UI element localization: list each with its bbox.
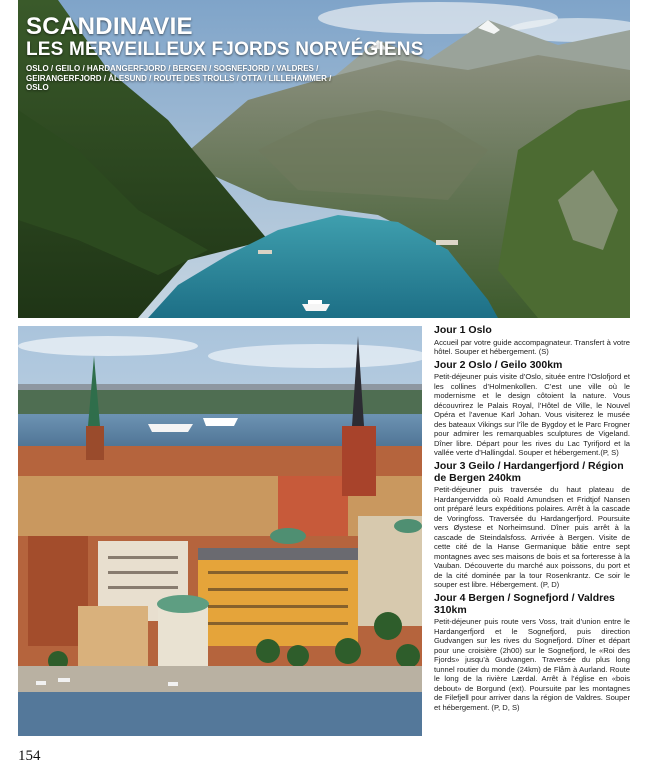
hero-route-line-1: OSLO / GEILO / HARDANGERFJORD / BERGEN / SOGNEFJORD / VALDRES / (26, 64, 319, 73)
itinerary-day (434, 461, 630, 590)
hero-route-line-2: GEIRANGERFJORD / ÅLESUND / ROUTE DES TROLLS / OTTA / LILLEHAMMER / OSLO (26, 73, 332, 92)
itinerary-day (434, 325, 630, 357)
day-description: Petit-déjeuner puis visite d’Oslo, située entre l’Oslofjord et les collines d’Holmenkollen. C’est une ville où le modernisme et le design côtoient la nature. Vous découvrirez le Palais Royal, l’Hôtel de Ville, le Nouvel Opéra et l’avenue Karl Johan. Vous visiterez le musée des bateaux Vikings sur l’île de Bygdoy et le Parc Frogner pour admirer les remarquables sculptures de Vigeland. Dîner libre. Départ pour les rives du Lac Tyrifjord et la vallée verte d’Hallingdal. Souper et hébergement.(P, S) (434, 372, 630, 458)
hero-title: SCANDINAVIE (26, 13, 193, 40)
day-description: Accueil par votre guide accompagnateur. Transfert à votre hôtel. Souper et hébergement. (S) (434, 337, 630, 357)
itinerary-day (434, 593, 630, 712)
city-skyline-image (18, 326, 422, 736)
itinerary-day (434, 360, 630, 458)
hero-fjord-photo (18, 0, 630, 318)
hero-subtitle: LES MERVEILLEUX FJORDS NORVÉGIENS (26, 39, 424, 60)
page-number: 154 (18, 748, 41, 764)
itinerary-column (434, 325, 630, 716)
day-title: Jour 4 Bergen / Sognefjord / Valdres 310km (434, 592, 615, 616)
day-description: Petit-déjeuner puis route vers Voss, trait d’union entre le Hardangerfjord et le Sognefjord, puis direction Gudvangen sur les rives du Sognefjord. Dîner et départ pour une croisière (2h00) sur le Sognefjord, le «Roi des Fjords» jusqu’à Gudvangen. Traversée du plus long tunnel routier du monde (24km) de Flåm à Aurland. Route le long de la rivière Lærdal. Arrêt à l’église en «bois debout» de Borgund (ext). Poursuite par les montagnes de Filefjell pour arriver dans la région de Valdres. Souper et hébergement. (P, D, S) (434, 617, 630, 712)
day-title: Jour 1 Oslo (434, 324, 492, 336)
city-photo (18, 326, 422, 736)
day-title: Jour 3 Geilo / Hardangerfjord / Région de Bergen 240km (434, 460, 624, 484)
hero-text-block (26, 14, 424, 93)
hero-route-list (26, 64, 356, 93)
day-title: Jour 2 Oslo / Geilo 300km (434, 358, 563, 371)
day-description: Petit-déjeuner puis traversée du haut plateau de Hardangervidda où Roald Amundsen et Fridtjof Nansen ont préparé leurs expéditions polaires. Arrêt à la cascade de Voringfoss. Traversée du Hardangerfjord. Poursuite vers Øystese et Norheimsund. Dîner puis arrêt à la cascade de Steindalsfoss. Arrivée à Bergen. Visite de cette cité de la Hanse Germanique bâtie entre sept montagnes avec ses maisons de bois et sa forteresse à la Vauban. Découverte du marché aux poissons, du port et de la cité dominée par la tour Rosenkrantz. Ce soir le souper est libre. Hébergement. (P, D) (434, 485, 630, 590)
